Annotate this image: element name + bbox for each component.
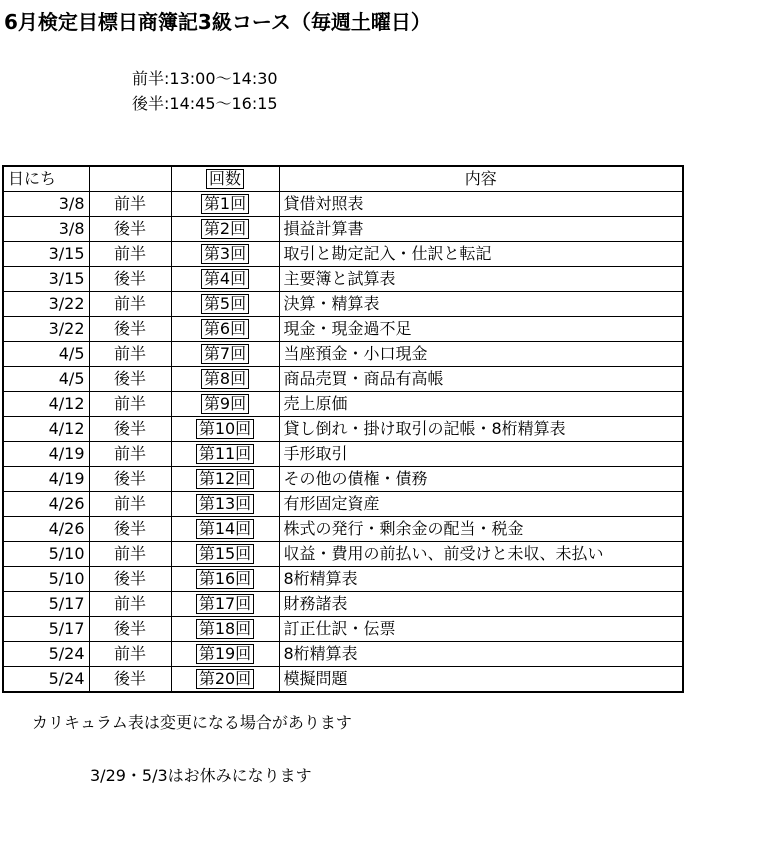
cell-content: 8桁精算表 [279, 642, 683, 667]
page-title: 6月検定目標日商簿記3級コース（毎週土曜日） [4, 10, 431, 34]
cell-content: 当座預金・小口現金 [279, 342, 683, 367]
cell-session [171, 317, 279, 342]
cell-half: 後半 [89, 517, 171, 542]
cell-session [171, 442, 279, 467]
table-row [3, 392, 683, 417]
cell-half: 後半 [89, 667, 171, 693]
cell-half: 前半 [89, 542, 171, 567]
cell-date: 4/5 [3, 342, 89, 367]
cell-content: 8桁精算表 [279, 567, 683, 592]
table-row [3, 492, 683, 517]
cell-date: 5/17 [3, 592, 89, 617]
session-label: 第4回 [201, 269, 249, 289]
cell-session [171, 417, 279, 442]
cell-half: 前半 [89, 592, 171, 617]
session-label: 第5回 [201, 294, 249, 314]
cell-session [171, 217, 279, 242]
cell-content: 収益・費用の前払い、前受けと未収、未払い [279, 542, 683, 567]
session-label: 第8回 [201, 369, 249, 389]
cell-date: 4/12 [3, 392, 89, 417]
cell-date: 5/24 [3, 667, 89, 693]
header-session [171, 166, 279, 192]
cell-half: 後半 [89, 317, 171, 342]
cell-session [171, 667, 279, 693]
session-label: 第9回 [201, 394, 249, 414]
session-label: 第13回 [196, 494, 254, 514]
table-row [3, 442, 683, 467]
cell-session [171, 342, 279, 367]
schedule-table [2, 165, 684, 693]
cell-content: 商品売買・商品有高帳 [279, 367, 683, 392]
header-half [89, 166, 171, 192]
table-row [3, 617, 683, 642]
cell-session [171, 242, 279, 267]
cell-session [171, 592, 279, 617]
cell-half: 後半 [89, 467, 171, 492]
session-label: 第12回 [196, 469, 254, 489]
cell-date: 4/19 [3, 442, 89, 467]
session-label: 第18回 [196, 619, 254, 639]
session-label: 第11回 [196, 444, 254, 464]
cell-date: 4/5 [3, 367, 89, 392]
cell-date: 3/15 [3, 242, 89, 267]
cell-date: 4/26 [3, 492, 89, 517]
session-label: 第16回 [196, 569, 254, 589]
cell-date: 5/10 [3, 567, 89, 592]
session-times [132, 66, 278, 116]
session-label: 第1回 [201, 194, 249, 214]
cell-session [171, 467, 279, 492]
session-label: 第19回 [196, 644, 254, 664]
session-label: 第14回 [196, 519, 254, 539]
cell-content: 損益計算書 [279, 217, 683, 242]
cell-session [171, 542, 279, 567]
cell-date: 3/8 [3, 192, 89, 217]
session-label: 第10回 [196, 419, 254, 439]
session-label: 第15回 [196, 544, 254, 564]
cell-session [171, 192, 279, 217]
cell-content: 取引と勘定記入・仕訳と転記 [279, 242, 683, 267]
table-row [3, 242, 683, 267]
cell-content: 株式の発行・剰余金の配当・税金 [279, 517, 683, 542]
table-row [3, 317, 683, 342]
cell-date: 5/10 [3, 542, 89, 567]
cell-half: 前半 [89, 192, 171, 217]
cell-date: 3/22 [3, 317, 89, 342]
cell-date: 3/8 [3, 217, 89, 242]
second-half-time: 後半:14:45～16:15 [132, 94, 278, 113]
cell-half: 前半 [89, 292, 171, 317]
cell-half: 後半 [89, 217, 171, 242]
cell-half: 後半 [89, 617, 171, 642]
table-row [3, 542, 683, 567]
cell-content: 売上原価 [279, 392, 683, 417]
cell-date: 4/12 [3, 417, 89, 442]
cell-date: 4/19 [3, 467, 89, 492]
cell-session [171, 267, 279, 292]
cell-content: 有形固定資産 [279, 492, 683, 517]
curriculum-note: カリキュラム表は変更になる場合があります [32, 713, 352, 732]
cell-content: 決算・精算表 [279, 292, 683, 317]
cell-half: 前半 [89, 442, 171, 467]
cell-date: 5/17 [3, 617, 89, 642]
cell-half: 前半 [89, 642, 171, 667]
table-row [3, 592, 683, 617]
cell-session [171, 567, 279, 592]
cell-content: その他の債権・債務 [279, 467, 683, 492]
table-row [3, 292, 683, 317]
session-label: 第17回 [196, 594, 254, 614]
cell-half: 後半 [89, 567, 171, 592]
cell-date: 3/22 [3, 292, 89, 317]
holiday-note: 3/29・5/3はお休みになります [90, 766, 312, 785]
cell-half: 後半 [89, 267, 171, 292]
cell-half: 前半 [89, 242, 171, 267]
cell-content: 模擬問題 [279, 667, 683, 693]
cell-half: 後半 [89, 367, 171, 392]
session-label: 第6回 [201, 319, 249, 339]
cell-content: 貸借対照表 [279, 192, 683, 217]
table-row [3, 467, 683, 492]
session-label: 第20回 [196, 669, 254, 689]
table-row [3, 342, 683, 367]
cell-session [171, 617, 279, 642]
cell-content: 手形取引 [279, 442, 683, 467]
cell-date: 5/24 [3, 642, 89, 667]
header-date: 日にち [3, 166, 89, 192]
cell-session [171, 517, 279, 542]
table-row [3, 367, 683, 392]
cell-content: 訂正仕訳・伝票 [279, 617, 683, 642]
session-label: 第3回 [201, 244, 249, 264]
cell-session [171, 292, 279, 317]
cell-half: 後半 [89, 417, 171, 442]
table-row [3, 667, 683, 693]
session-label: 第7回 [201, 344, 249, 364]
table-row [3, 567, 683, 592]
cell-session [171, 367, 279, 392]
table-row [3, 642, 683, 667]
cell-content: 主要簿と試算表 [279, 267, 683, 292]
header-content: 内容 [279, 166, 683, 192]
cell-content: 財務諸表 [279, 592, 683, 617]
table-row [3, 217, 683, 242]
table-row [3, 192, 683, 217]
cell-session [171, 492, 279, 517]
cell-half: 前半 [89, 342, 171, 367]
cell-content: 現金・現金過不足 [279, 317, 683, 342]
cell-half: 前半 [89, 492, 171, 517]
header-session-label: 回数 [206, 169, 244, 189]
cell-session [171, 392, 279, 417]
cell-date: 4/26 [3, 517, 89, 542]
first-half-time: 前半:13:00～14:30 [132, 69, 278, 88]
cell-date: 3/15 [3, 267, 89, 292]
table-row [3, 267, 683, 292]
cell-half: 前半 [89, 392, 171, 417]
table-header-row [3, 166, 683, 192]
cell-content: 貸し倒れ・掛け取引の記帳・8桁精算表 [279, 417, 683, 442]
table-row [3, 417, 683, 442]
session-label: 第2回 [201, 219, 249, 239]
table-row [3, 517, 683, 542]
cell-session [171, 642, 279, 667]
